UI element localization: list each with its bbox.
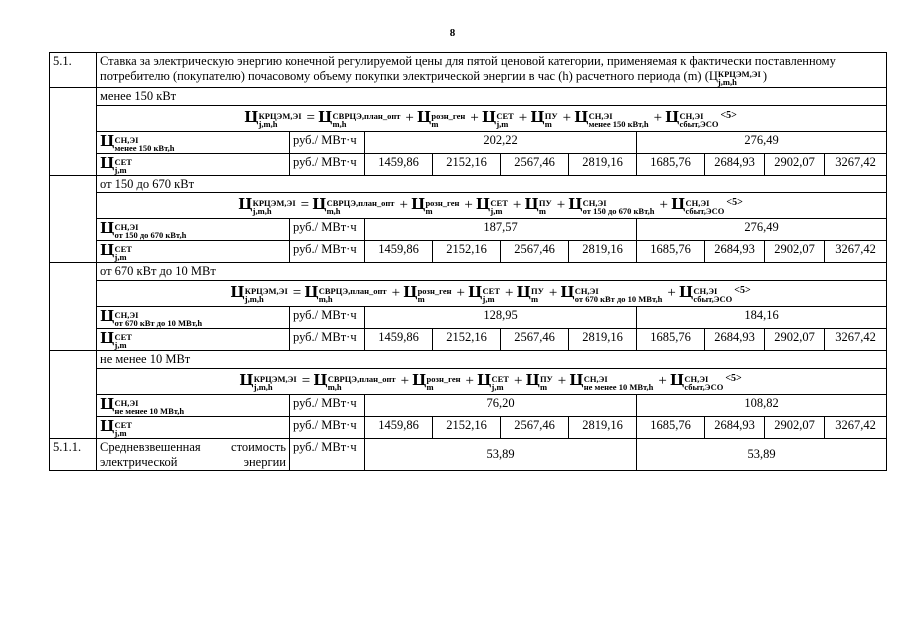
price-symbol: Ц <box>670 195 686 214</box>
set-value: 2819,16 <box>569 241 637 263</box>
formula-lhs: КРЦЭМ,ЭI j,m,h <box>252 198 296 217</box>
formula-operator: + <box>659 197 668 214</box>
price-symbol: Ц <box>100 131 115 150</box>
formula-footnote: <5> <box>720 109 737 121</box>
formula-operator: = <box>300 197 310 214</box>
group-heading-row <box>50 263 887 281</box>
formula-operator: + <box>505 285 514 301</box>
formula-term-set: СЕТ j,m <box>482 286 500 304</box>
sn-unit: руб./ МВт·ч <box>290 307 365 329</box>
sn-indices: СН,ЭI от 150 до 670 кВт,h <box>114 222 187 241</box>
group-spacer-cell <box>50 351 97 439</box>
sn-value-a: 202,22 <box>365 131 637 153</box>
price-symbol: Ц <box>100 329 115 347</box>
formula-operator: + <box>405 109 414 126</box>
formula-operator: = <box>292 285 302 301</box>
sn-label <box>97 219 290 241</box>
set-value: 2819,16 <box>569 416 637 438</box>
set-value: 3267,42 <box>825 416 887 438</box>
price-symbol: Ц <box>100 416 115 435</box>
sn-label <box>97 307 290 329</box>
tariff-table <box>49 52 887 471</box>
formula-row <box>50 105 887 131</box>
sn-label <box>97 394 290 416</box>
set-value: 2819,16 <box>569 153 637 175</box>
set-label <box>97 241 290 263</box>
formula-operator: + <box>667 285 676 301</box>
price-symbol: Ц <box>416 107 432 126</box>
sn-value-a: 76,20 <box>365 394 637 416</box>
weighted-cost-number: 5.1.1. <box>50 438 97 471</box>
formula-term-sn: СН,ЭI менее 150 кВт,h <box>588 110 649 129</box>
sn-unit: руб./ МВт·ч <box>290 219 365 241</box>
price-symbol: Ц <box>468 283 483 301</box>
formula <box>97 193 887 219</box>
sn-value-b: 184,16 <box>637 307 887 329</box>
formula-term-sbyt: СН,ЭI сбыт,ЭСО <box>684 373 724 392</box>
weighted-cost-value-b: 53,89 <box>637 438 887 471</box>
formula-term-rozn-gen: розн_ген m <box>425 198 460 217</box>
group-heading-row <box>50 351 887 369</box>
formula-term-sbyt: СН,ЭI сбыт,ЭСО <box>679 110 719 129</box>
formula-term-svrce: СВРЦЭ,план_опт m,h <box>318 286 387 304</box>
weighted-cost-label: Средневзвешенная стоимость электрической энергии <box>97 438 290 471</box>
formula-term-sn: СН,ЭI от 670 кВт до 10 МВт,h <box>574 286 663 304</box>
price-symbol: Ц <box>304 283 319 301</box>
set-value: 2567,46 <box>501 241 569 263</box>
set-value: 1685,76 <box>637 416 705 438</box>
formula-term-svrce: СВРЦЭ,план_опт m,h <box>327 373 396 392</box>
sn-value-b: 276,49 <box>637 219 887 241</box>
sn-label <box>97 131 290 153</box>
formula-row <box>50 193 887 219</box>
group-heading-row <box>50 87 887 105</box>
set-label <box>97 416 290 438</box>
set-unit: руб./ МВт·ч <box>290 329 365 351</box>
formula-operator: + <box>464 197 473 214</box>
formula-lhs: КРЦЭМ,ЭI j,m,h <box>244 286 288 304</box>
formula-term-pu: ПУ m <box>538 198 552 217</box>
formula-term-sn: СН,ЭI не менее 10 МВт,h <box>583 373 654 392</box>
price-symbol: Ц <box>313 370 328 389</box>
set-value: 1459,86 <box>365 329 433 351</box>
weighted-cost-value-a: 53,89 <box>365 438 637 471</box>
group-heading: от 150 до 670 кВт <box>97 175 887 193</box>
formula-term-rozn-gen: розн_ген m <box>431 110 466 129</box>
price-symbol: Ц <box>678 283 694 301</box>
formula-lhs: КРЦЭМ,ЭI j,m,h <box>258 110 302 129</box>
sn-unit: руб./ МВт·ч <box>290 131 365 153</box>
sn-row <box>50 394 887 416</box>
formula <box>97 368 887 394</box>
set-row <box>50 329 887 351</box>
formula-term-sbyt: СН,ЭI сбыт,ЭСО <box>685 198 725 217</box>
set-value: 2684,93 <box>705 416 765 438</box>
sn-row <box>50 131 887 153</box>
set-indices: СЕТ j,m <box>114 244 132 263</box>
group-spacer-cell <box>50 175 97 263</box>
formula-term-set: СЕТ j,m <box>491 373 509 392</box>
formula-operator: + <box>465 372 474 389</box>
set-value: 2152,16 <box>433 416 501 438</box>
formula-operator: + <box>512 197 522 214</box>
price-symbol: Ц <box>475 195 491 214</box>
price-symbol: Ц <box>669 370 685 389</box>
set-value: 2567,46 <box>501 329 569 351</box>
price-symbol: Ц <box>569 370 584 389</box>
formula-lhs: КРЦЭМ,ЭI j,m,h <box>253 373 297 392</box>
formula-operator: + <box>399 197 408 214</box>
formula-term-rozn-gen: розн_ген m <box>417 286 452 304</box>
sn-value-a: 187,57 <box>365 219 637 241</box>
formula-term-svrce: СВРЦЭ,план_опт m,h <box>326 198 395 217</box>
set-indices: СЕТ j,m <box>114 332 132 350</box>
group-heading: менее 150 кВт <box>97 87 887 105</box>
formula <box>97 281 887 307</box>
set-row <box>50 241 887 263</box>
sn-indices: СН,ЭI менее 150 кВт,h <box>114 134 175 153</box>
price-symbol: Ц <box>230 283 245 301</box>
set-value: 3267,42 <box>825 153 887 175</box>
set-unit: руб./ МВт·ч <box>290 241 365 263</box>
price-symbol: Ц <box>568 195 583 214</box>
formula-operator: + <box>548 285 558 301</box>
price-symbol: Ц <box>100 394 115 413</box>
group-heading-row <box>50 175 887 193</box>
set-value: 1459,86 <box>365 153 433 175</box>
formula-operator: + <box>513 372 523 389</box>
set-row <box>50 153 887 175</box>
sn-unit: руб./ МВт·ч <box>290 394 365 416</box>
section-title: Ставка за электрическую энергию конечной регулируемой цены для пятой ценовой категории, применяемая к фактически поставленному потребителю (покупателю) почасовому объему покупки электрической энергии в час (h) расчетного периода (m) (Ц КРЦЭМ,ЭI j,m,h ) <box>97 53 887 88</box>
set-label <box>97 153 290 175</box>
formula-row <box>50 368 887 394</box>
group-spacer-cell <box>50 87 97 175</box>
price-symbol: Ц <box>530 107 545 126</box>
formula-term-svrce: СВРЦЭ,план_опт m,h <box>332 110 401 129</box>
formula-term-sbyt: СН,ЭI сбыт,ЭСО <box>693 286 733 304</box>
sn-value-b: 276,49 <box>637 131 887 153</box>
formula-footnote: <5> <box>725 372 742 384</box>
formula-operator: = <box>306 109 316 126</box>
set-value: 2684,93 <box>705 329 765 351</box>
formula-footnote: <5> <box>726 197 743 209</box>
formula <box>97 105 887 131</box>
price-symbol: Ц <box>244 107 259 126</box>
set-value: 2902,07 <box>765 329 825 351</box>
price-symbol: Ц <box>410 195 426 214</box>
price-symbol: Ц <box>524 195 539 214</box>
price-symbol: Ц <box>312 195 327 214</box>
set-value: 2567,46 <box>501 153 569 175</box>
set-value: 3267,42 <box>825 241 887 263</box>
set-label <box>97 329 290 351</box>
set-value: 2152,16 <box>433 153 501 175</box>
sn-row <box>50 219 887 241</box>
set-value: 2902,07 <box>765 241 825 263</box>
set-value: 2684,93 <box>705 153 765 175</box>
set-row <box>50 416 887 438</box>
set-unit: руб./ МВт·ч <box>290 153 365 175</box>
formula-term-pu: ПУ m <box>539 373 553 392</box>
sn-indices: СН,ЭI не менее 10 МВт,h <box>114 397 185 416</box>
set-value: 2152,16 <box>433 329 501 351</box>
group-heading: от 670 кВт до 10 МВт <box>97 263 887 281</box>
price-symbol: Ц <box>318 107 333 126</box>
price-symbol: Ц <box>100 153 115 172</box>
formula-operator: + <box>470 109 479 126</box>
set-value: 2152,16 <box>433 241 501 263</box>
price-symbol: Ц <box>412 370 427 389</box>
weighted-cost-unit: руб./ МВт·ч <box>290 438 365 471</box>
price-symbol: Ц <box>403 283 418 301</box>
sn-value-a: 128,95 <box>365 307 637 329</box>
set-indices: СЕТ j,m <box>114 156 132 175</box>
set-value: 1685,76 <box>637 153 705 175</box>
set-value: 1459,86 <box>365 416 433 438</box>
formula-operator: + <box>456 285 466 301</box>
formula-operator: + <box>518 109 528 126</box>
sn-indices: СН,ЭI от 670 кВт до 10 МВт,h <box>114 310 203 328</box>
price-symbol: Ц <box>516 283 531 301</box>
formula-term-set: СЕТ j,m <box>496 110 514 129</box>
page-number: 8 <box>449 27 456 39</box>
price-symbol: Ц <box>481 107 497 126</box>
sn-value-b: 108,82 <box>637 394 887 416</box>
formula-operator: + <box>658 372 667 389</box>
formula-operator: + <box>556 197 566 214</box>
sn-row <box>50 307 887 329</box>
formula-operator: + <box>400 372 410 389</box>
price-symbol: Ц <box>560 283 575 301</box>
set-unit: руб./ МВт·ч <box>290 416 365 438</box>
set-value: 1685,76 <box>637 241 705 263</box>
formula-term-rozn-gen: розн_ген m <box>426 373 461 392</box>
formula-operator: + <box>391 285 401 301</box>
price-symbol: Ц <box>574 107 589 126</box>
set-value: 1459,86 <box>365 241 433 263</box>
section-number: 5.1. <box>50 53 97 88</box>
set-indices: СЕТ j,m <box>114 419 132 438</box>
formula-footnote: <5> <box>734 285 751 296</box>
price-symbol: Ц <box>100 241 115 260</box>
formula-operator: + <box>653 109 663 126</box>
formula-operator: + <box>562 109 572 126</box>
price-symbol: Ц <box>665 107 680 126</box>
set-value: 2819,16 <box>569 329 637 351</box>
formula-operator: + <box>557 372 567 389</box>
price-symbol: Ц <box>476 370 492 389</box>
formula-term-pu: ПУ m <box>544 110 558 129</box>
set-value: 2684,93 <box>705 241 765 263</box>
price-symbol: Ц <box>238 195 253 214</box>
price-symbol: Ц <box>525 370 540 389</box>
formula-row <box>50 281 887 307</box>
weighted-cost-row <box>50 438 887 471</box>
set-value: 2567,46 <box>501 416 569 438</box>
price-symbol: Ц <box>100 307 115 325</box>
price-symbol: Ц <box>100 219 115 238</box>
set-value: 3267,42 <box>825 329 887 351</box>
formula-term-pu: ПУ m <box>530 286 544 304</box>
section-row <box>50 53 887 88</box>
formula-operator: = <box>301 372 311 389</box>
formula-term-set: СЕТ j,m <box>490 198 508 217</box>
price-symbol: Ц <box>239 370 254 389</box>
group-heading: не менее 10 МВт <box>97 351 887 369</box>
set-value: 2902,07 <box>765 153 825 175</box>
formula-term-sn: СН,ЭI от 150 до 670 кВт,h <box>582 198 655 217</box>
group-spacer-cell <box>50 263 97 351</box>
set-value: 1685,76 <box>637 329 705 351</box>
set-value: 2902,07 <box>765 416 825 438</box>
